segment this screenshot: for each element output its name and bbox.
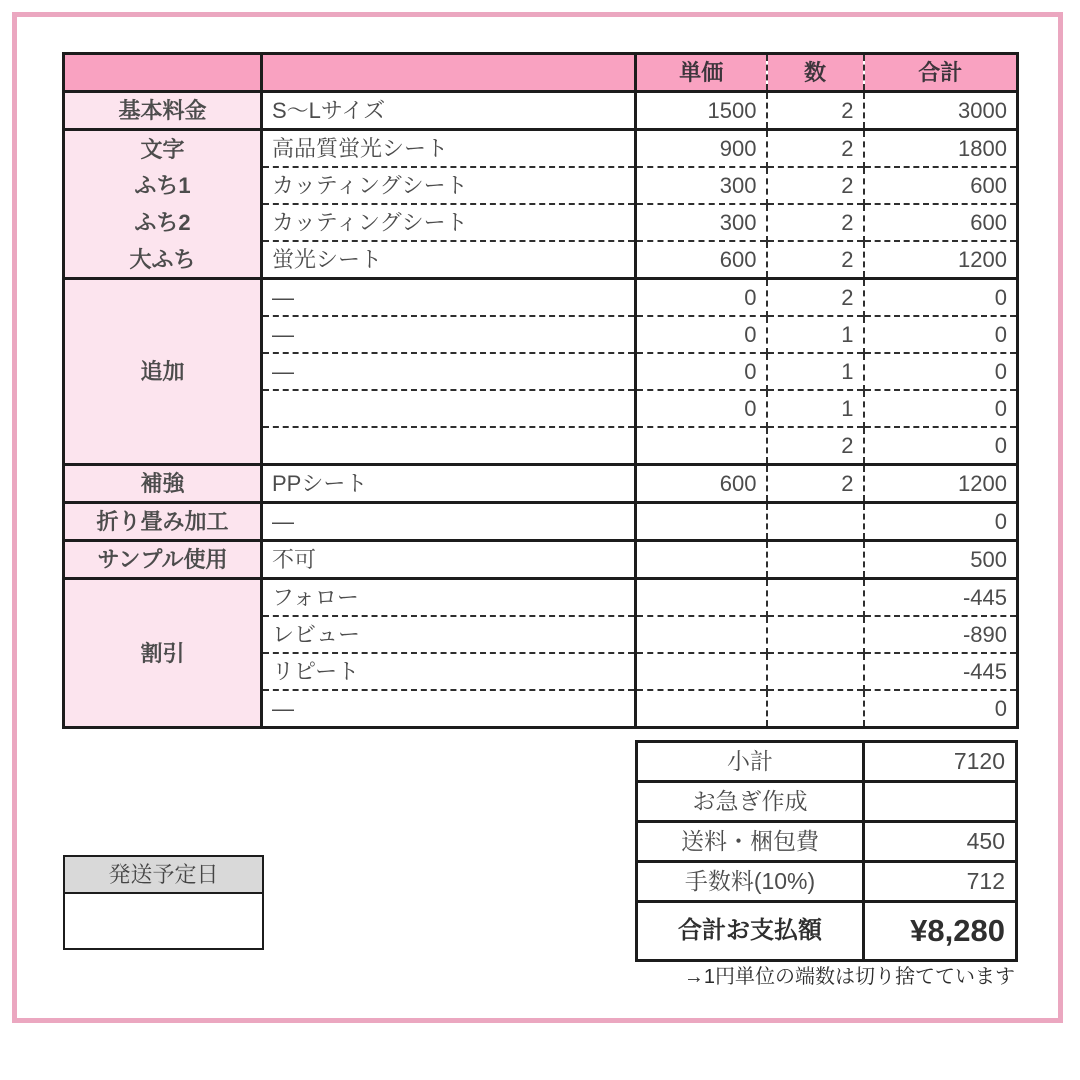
header-unit-price: 単価	[636, 54, 767, 92]
cell-description	[262, 427, 636, 465]
grand-total-value: ¥8,280	[864, 902, 1017, 961]
table-row-fuchi1	[64, 167, 1018, 204]
summary-value	[864, 782, 1017, 822]
cell-total: 0	[864, 503, 1018, 541]
cell-description: レビュー	[262, 616, 636, 653]
summary-label: 小計	[637, 742, 864, 782]
cell-qty	[767, 690, 864, 728]
cell-description: リピート	[262, 653, 636, 690]
cell-label: 割引	[64, 579, 262, 728]
cell-description: フォロー	[262, 579, 636, 617]
cell-qty: 2	[767, 204, 864, 241]
cell-description: 不可	[262, 541, 636, 579]
cell-total: 0	[864, 279, 1018, 317]
summary-label: お急ぎ作成	[637, 782, 864, 822]
grand-total-label: 合計お支払額	[637, 902, 864, 961]
cell-qty	[767, 541, 864, 579]
cell-unit-price	[636, 690, 767, 728]
cell-label: ふち2	[64, 204, 262, 241]
summary-row-grand-total	[637, 902, 1017, 961]
cell-qty: 2	[767, 92, 864, 130]
cell-description: —	[262, 353, 636, 390]
cell-unit-price	[636, 616, 767, 653]
cell-unit-price	[636, 541, 767, 579]
cell-description: —	[262, 690, 636, 728]
summary-row-subtotal	[637, 742, 1017, 782]
cell-unit-price	[636, 579, 767, 617]
cell-description: —	[262, 279, 636, 317]
cell-label: 折り畳み加工	[64, 503, 262, 541]
rounding-note: →1円単位の端数は切り捨てています	[683, 966, 1015, 988]
cell-qty	[767, 653, 864, 690]
header-description	[262, 54, 636, 92]
cell-unit-price: 0	[636, 390, 767, 427]
cell-description: PPシート	[262, 465, 636, 503]
cell-description: 蛍光シート	[262, 241, 636, 279]
cell-unit-price: 900	[636, 130, 767, 168]
cell-unit-price	[636, 653, 767, 690]
cell-total: 1800	[864, 130, 1018, 168]
cell-unit-price: 0	[636, 316, 767, 353]
header-qty: 数	[767, 54, 864, 92]
table-row-waribiki-1	[64, 579, 1018, 617]
cell-description: S〜Lサイズ	[262, 92, 636, 130]
cell-qty: 2	[767, 241, 864, 279]
cell-unit-price: 1500	[636, 92, 767, 130]
cell-description: カッティングシート	[262, 167, 636, 204]
cell-total: 1200	[864, 465, 1018, 503]
header-item	[64, 54, 262, 92]
cell-label: ふち1	[64, 167, 262, 204]
cell-label: 基本料金	[64, 92, 262, 130]
cell-total: -445	[864, 653, 1018, 690]
cell-qty	[767, 616, 864, 653]
cell-total: 600	[864, 167, 1018, 204]
cell-unit-price: 0	[636, 353, 767, 390]
table-row-tsuika-1	[64, 279, 1018, 317]
cell-description	[262, 390, 636, 427]
cell-description: 高品質蛍光シート	[262, 130, 636, 168]
cell-label: 文字	[64, 130, 262, 168]
table-row-hokyo	[64, 465, 1018, 503]
cell-unit-price: 600	[636, 241, 767, 279]
table-row-moji	[64, 130, 1018, 168]
summary-row-rush	[637, 782, 1017, 822]
shipping-date-box	[63, 855, 264, 950]
cell-unit-price: 300	[636, 204, 767, 241]
header-total: 合計	[864, 54, 1018, 92]
cell-unit-price: 600	[636, 465, 767, 503]
header-row	[64, 54, 1018, 92]
cell-total: 3000	[864, 92, 1018, 130]
cell-qty: 1	[767, 390, 864, 427]
cell-qty: 2	[767, 130, 864, 168]
cell-unit-price	[636, 427, 767, 465]
table-row-sample	[64, 541, 1018, 579]
cell-total: -890	[864, 616, 1018, 653]
cell-total: 0	[864, 390, 1018, 427]
summary-table	[635, 740, 1018, 962]
cell-qty: 1	[767, 353, 864, 390]
cell-total: 0	[864, 353, 1018, 390]
summary-label: 手数料(10%)	[637, 862, 864, 902]
cell-total: 0	[864, 427, 1018, 465]
table-row-basic	[64, 92, 1018, 130]
summary-value: 712	[864, 862, 1017, 902]
cell-label: サンプル使用	[64, 541, 262, 579]
shipping-date-title: 発送予定日	[65, 857, 262, 894]
cell-qty	[767, 503, 864, 541]
table-row-fuchi2	[64, 204, 1018, 241]
cell-total: 0	[864, 690, 1018, 728]
summary-label: 送料・梱包費	[637, 822, 864, 862]
cell-qty	[767, 579, 864, 617]
cell-qty: 2	[767, 279, 864, 317]
cell-unit-price: 300	[636, 167, 767, 204]
summary-value: 7120	[864, 742, 1017, 782]
cell-qty: 2	[767, 465, 864, 503]
cell-label: 追加	[64, 279, 262, 465]
cell-total: 1200	[864, 241, 1018, 279]
cell-description: —	[262, 503, 636, 541]
cell-description: カッティングシート	[262, 204, 636, 241]
cell-qty: 2	[767, 427, 864, 465]
cell-qty: 2	[767, 167, 864, 204]
summary-row-shipping-fee	[637, 822, 1017, 862]
table-row-oritatami	[64, 503, 1018, 541]
cell-description: —	[262, 316, 636, 353]
cell-label: 補強	[64, 465, 262, 503]
cell-total: 500	[864, 541, 1018, 579]
cell-qty: 1	[767, 316, 864, 353]
cell-total: 0	[864, 316, 1018, 353]
cell-unit-price: 0	[636, 279, 767, 317]
cell-label: 大ふち	[64, 241, 262, 279]
price-table	[62, 52, 1019, 729]
cell-total: 600	[864, 204, 1018, 241]
cell-unit-price	[636, 503, 767, 541]
summary-value: 450	[864, 822, 1017, 862]
shipping-date-value	[65, 894, 262, 948]
cell-total: -445	[864, 579, 1018, 617]
summary-row-commission	[637, 862, 1017, 902]
table-row-oofuchi	[64, 241, 1018, 279]
